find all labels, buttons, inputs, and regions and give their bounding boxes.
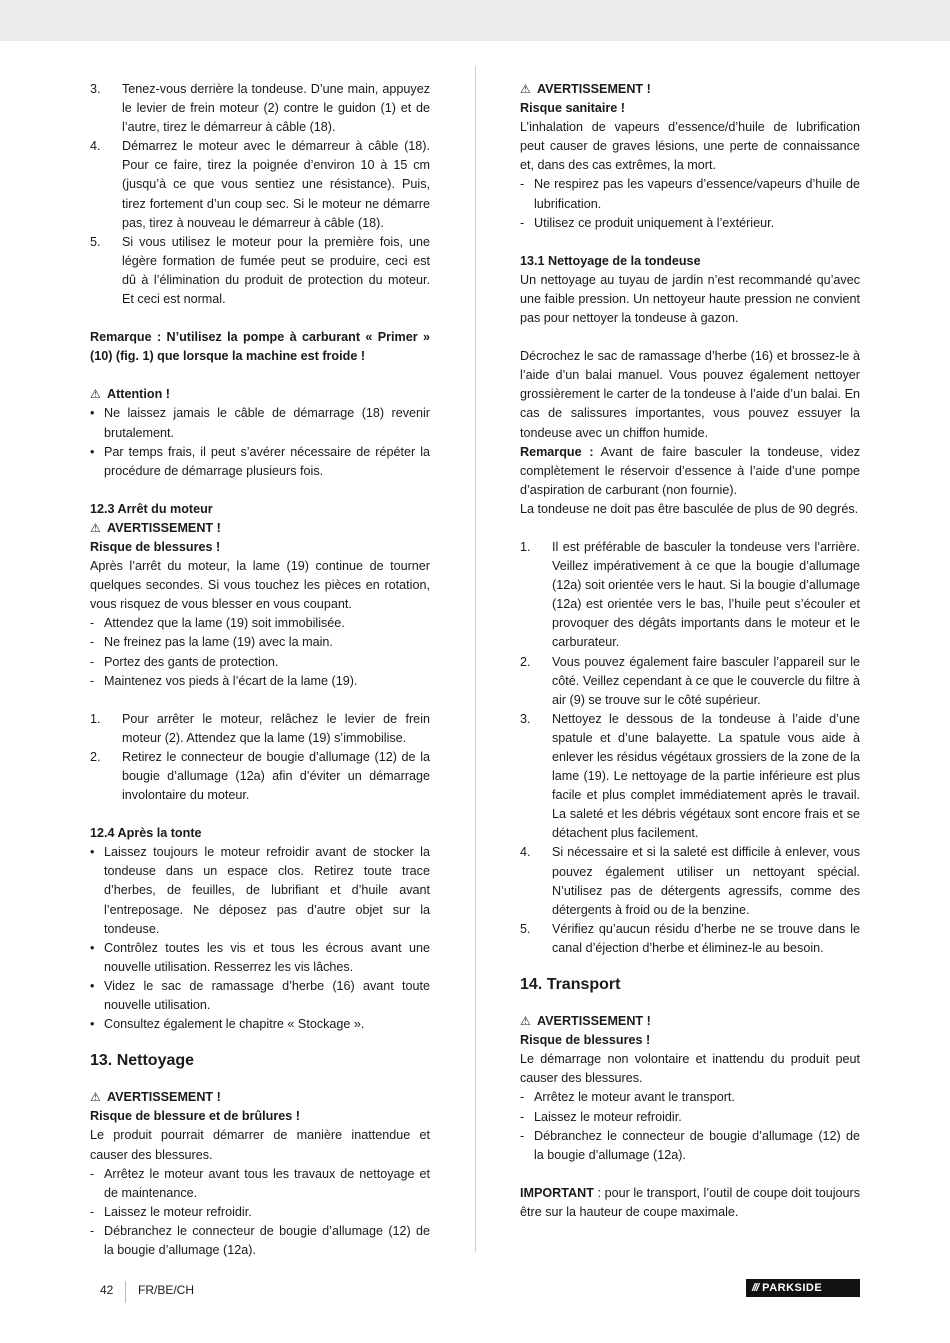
- important-label: IMPORTANT: [520, 1185, 594, 1200]
- list-item: - Débranchez le connecteur de bougie d’allumage (12) de la bougie d’allumage (12a).: [520, 1128, 860, 1162]
- start-steps-list: [90, 80, 430, 309]
- dash-list: [520, 1088, 860, 1164]
- parkside-logo: [746, 1279, 860, 1297]
- logo-mark: ///: [752, 1282, 759, 1294]
- list-item: 3. Nettoyez le dessous de la tondeuse à l’aide d’une spatule et d’une balayette. La spatule vous aide à enlever les résidus végétaux grossiers de la zone de la lame (19). Le nettoyage de la partie inférieure est plus facile et plus complet immédiatement après le travail. La saleté et les débris végétaux sont encore frais et se détachent plus facilement.: [520, 711, 860, 841]
- paragraph: Le démarrage non volontaire et inattendu du produit peut causer des blessures.: [520, 1052, 860, 1086]
- risk-heading: Risque sanitaire !: [520, 101, 625, 116]
- list-item: • Par temps frais, il peut s’avérer nécessaire de répéter la procédure de démarrage plusieurs fois.: [90, 444, 430, 478]
- section-13-1-title: 13.1 Nettoyage de la tondeuse: [520, 253, 701, 268]
- list-item: - Ne respirez pas les vapeurs d’essence/vapeurs d’huile de lubrification.: [520, 177, 860, 211]
- warning-triangle-icon: ⚠: [90, 520, 101, 535]
- list-item: - Maintenez vos pieds à l’écart de la lame (19).: [90, 673, 358, 688]
- warning-heading: ⚠ AVERTISSEMENT !: [520, 80, 860, 99]
- list-item: 4. Démarrez le moteur avec le démarreur à câble (18). Pour ce faire, tirez la poignée d’environ 10 à 15 cm (jusqu’à ce que vous sentiez une résistance). Puis, tirez fortement d’un coup sec. Si le moteur ne démarre pas, tirez à nouveau le démarreur à câble (18).: [90, 139, 430, 230]
- list-item: - Attendez que la lame (19) soit immobilisée.: [90, 616, 345, 631]
- warning-heading: ⚠ AVERTISSEMENT !: [90, 1088, 430, 1107]
- warning-heading: ⚠ AVERTISSEMENT !: [90, 519, 430, 538]
- list-item: - Débranchez le connecteur de bougie d’allumage (12) de la bougie d’allumage (12a).: [90, 1223, 430, 1257]
- primer-remark: Remarque : N’utilisez la pompe à carburant « Primer » (10) (fig. 1) que lorsque la machine est froide !: [90, 330, 430, 364]
- list-item: - Utilisez ce produit uniquement à l’extérieur.: [520, 215, 775, 230]
- list-item: - Laissez le moteur refroidir.: [520, 1109, 682, 1124]
- risk-heading: Risque de blessure et de brûlures !: [90, 1109, 300, 1124]
- section-13-title: 13. Nettoyage: [90, 1052, 195, 1070]
- paragraph: Un nettoyage au tuyau de jardin n’est recommandé qu’avec une faible pression. Un nettoyeur haute pression ne convient pas pour nettoyer la tondeuse à gazon.: [520, 272, 860, 326]
- section-12-3-title: 12.3 Arrêt du moteur: [90, 501, 213, 516]
- warning-triangle-icon: ⚠: [90, 1090, 101, 1105]
- cleaning-steps-list: [520, 538, 860, 958]
- important-paragraph: IMPORTANT : pour le transport, l’outil de coupe doit toujours être sur la hauteur de coupe maximale.: [520, 1185, 860, 1219]
- list-item: 1. Il est préférable de basculer la tondeuse vers l’arrière. Veillez impérativement à ce que la bougie d’allumage (12a) soit orientée vers le haut. Si la bougie d’allumage (12a) est orientée vers le bas, l’huile peut s’écouler et provoquer des dégâts importants dans le moteur et le carburateur.: [520, 539, 860, 650]
- list-item: 1. Pour arrêter le moteur, relâchez le levier de frein moteur (2). Attendez que la lame (19) s’immobilise.: [90, 711, 430, 745]
- warning-triangle-icon: ⚠: [520, 82, 531, 96]
- left-column: [90, 80, 430, 1260]
- section-12-4-title: 12.4 Après la tonte: [90, 826, 202, 841]
- list-item: - Arrêtez le moteur avant le transport.: [520, 1090, 735, 1105]
- column-divider: [475, 66, 476, 1252]
- warning-heading: ⚠ AVERTISSEMENT !: [520, 1012, 860, 1031]
- paragraph: L’inhalation de vapeurs d’essence/d’huile de lubrification peut causer de graves lésions, une perte de connaissance et, dans des cas extrêmes, la mort.: [520, 120, 860, 173]
- right-column: [520, 80, 860, 1222]
- footer-separator: [125, 1281, 126, 1303]
- list-item: 2. Retirez le connecteur de bougie d’allumage (12) de la bougie d’allumage (12a) afin d’éviter un démarrage involontaire du moteur.: [90, 749, 430, 803]
- list-item: 3. Tenez-vous derrière la tondeuse. D’une main, appuyez le levier de frein moteur (2) contre le guidon (1) et de l’autre, tirez le démarreur à câble (18).: [90, 82, 430, 135]
- risk-heading: Risque de blessures !: [90, 539, 221, 554]
- dash-list: [90, 614, 430, 690]
- list-item: • Consultez également le chapitre « Stockage ».: [90, 1017, 365, 1032]
- logo-text: PARKSIDE: [762, 1282, 823, 1294]
- list-item: 5. Vérifiez qu’aucun résidu d’herbe ne se trouve dans le canal d’éjection d’herbe et éliminez-le au besoin.: [520, 921, 860, 955]
- list-item: 5. Si vous utilisez le moteur pour la première fois, une légère formation de fumée peut se produire, ceci est dû à l’élimination du produit de protection du moteur. Et ceci est normal.: [90, 234, 430, 307]
- risk-heading: Risque de blessures !: [520, 1033, 651, 1048]
- page-number: 42: [100, 1283, 114, 1297]
- list-item: • Videz le sac de ramassage d’herbe (16) avant toute nouvelle utilisation.: [90, 978, 430, 1013]
- stop-steps-list: [90, 710, 430, 805]
- list-item: 2. Vous pouvez également faire basculer l’appareil sur le côté. Veillez cependant à ce que le couvercle du filtre à air (9) se trouve sur le côté supérieur.: [520, 654, 860, 707]
- dash-list: [520, 175, 860, 232]
- list-item: - Portez des gants de protection.: [90, 654, 279, 669]
- after-mowing-list: [90, 843, 430, 1034]
- remark-paragraph: Remarque : Avant de faire basculer la tondeuse, videz complètement le réservoir d’essence à l’aide d’une pompe d’aspiration de carburant (non fournie).: [520, 444, 860, 497]
- warning-triangle-icon: ⚠: [520, 1014, 531, 1029]
- list-item: - Ne freinez pas la lame (19) avec la main.: [90, 635, 333, 650]
- list-item: 4. Si nécessaire et si la saleté est difficile à enlever, vous pouvez également utiliser un nettoyant spécial. N’utilisez pas de détergents agressifs, comme des détergents à froid ou de la benzine.: [520, 845, 860, 917]
- list-item: • Laissez toujours le moteur refroidir avant de stocker la tondeuse dans un espace clos. Retirez toute trace d’herbes, de feuilles, de lubrifiant et d’huile avant l’entreposage. Ne déposez pas d’autre objet sur la tondeuse.: [90, 845, 430, 936]
- region-label: FR/BE/CH: [138, 1283, 195, 1297]
- list-item: - Laissez le moteur refroidir.: [90, 1204, 252, 1219]
- warning-triangle-icon: ⚠: [90, 387, 101, 402]
- remark-label: Remarque :: [520, 444, 594, 459]
- attention-heading: ⚠ Attention !: [90, 385, 430, 404]
- list-item: - Arrêtez le moteur avant tous les travaux de nettoyage et de maintenance.: [90, 1166, 430, 1200]
- section-14-title: 14. Transport: [520, 976, 621, 994]
- paragraph: Après l’arrêt du moteur, la lame (19) continue de tourner quelques secondes. Si vous touchez les pièces en rotation, vous risquez de vous blesser en vous coupant.: [90, 559, 430, 612]
- paragraph: Le produit pourrait démarrer de manière inattendue et causer des blessures.: [90, 1128, 430, 1162]
- top-bar: [0, 0, 950, 41]
- list-item: • Contrôlez toutes les vis et tous les écrous avant une nouvelle utilisation. Resserrez les vis lâches.: [90, 940, 430, 974]
- attention-list: [90, 404, 430, 480]
- dash-list: [90, 1165, 430, 1260]
- paragraph: Décrochez le sac de ramassage d’herbe (16) et brossez-le à l’aide d’un balai manuel. Vous pouvez également nettoyer grossièrement le carter de la tondeuse à l’aide d’un balai. En cas de salissures importantes, vous pouvez essuyer la tondeuse avec un chiffon humide.: [520, 349, 860, 440]
- paragraph: La tondeuse ne doit pas être basculée de plus de 90 degrés.: [520, 501, 859, 516]
- list-item: • Ne laissez jamais le câble de démarrage (18) revenir brutalement.: [90, 406, 430, 440]
